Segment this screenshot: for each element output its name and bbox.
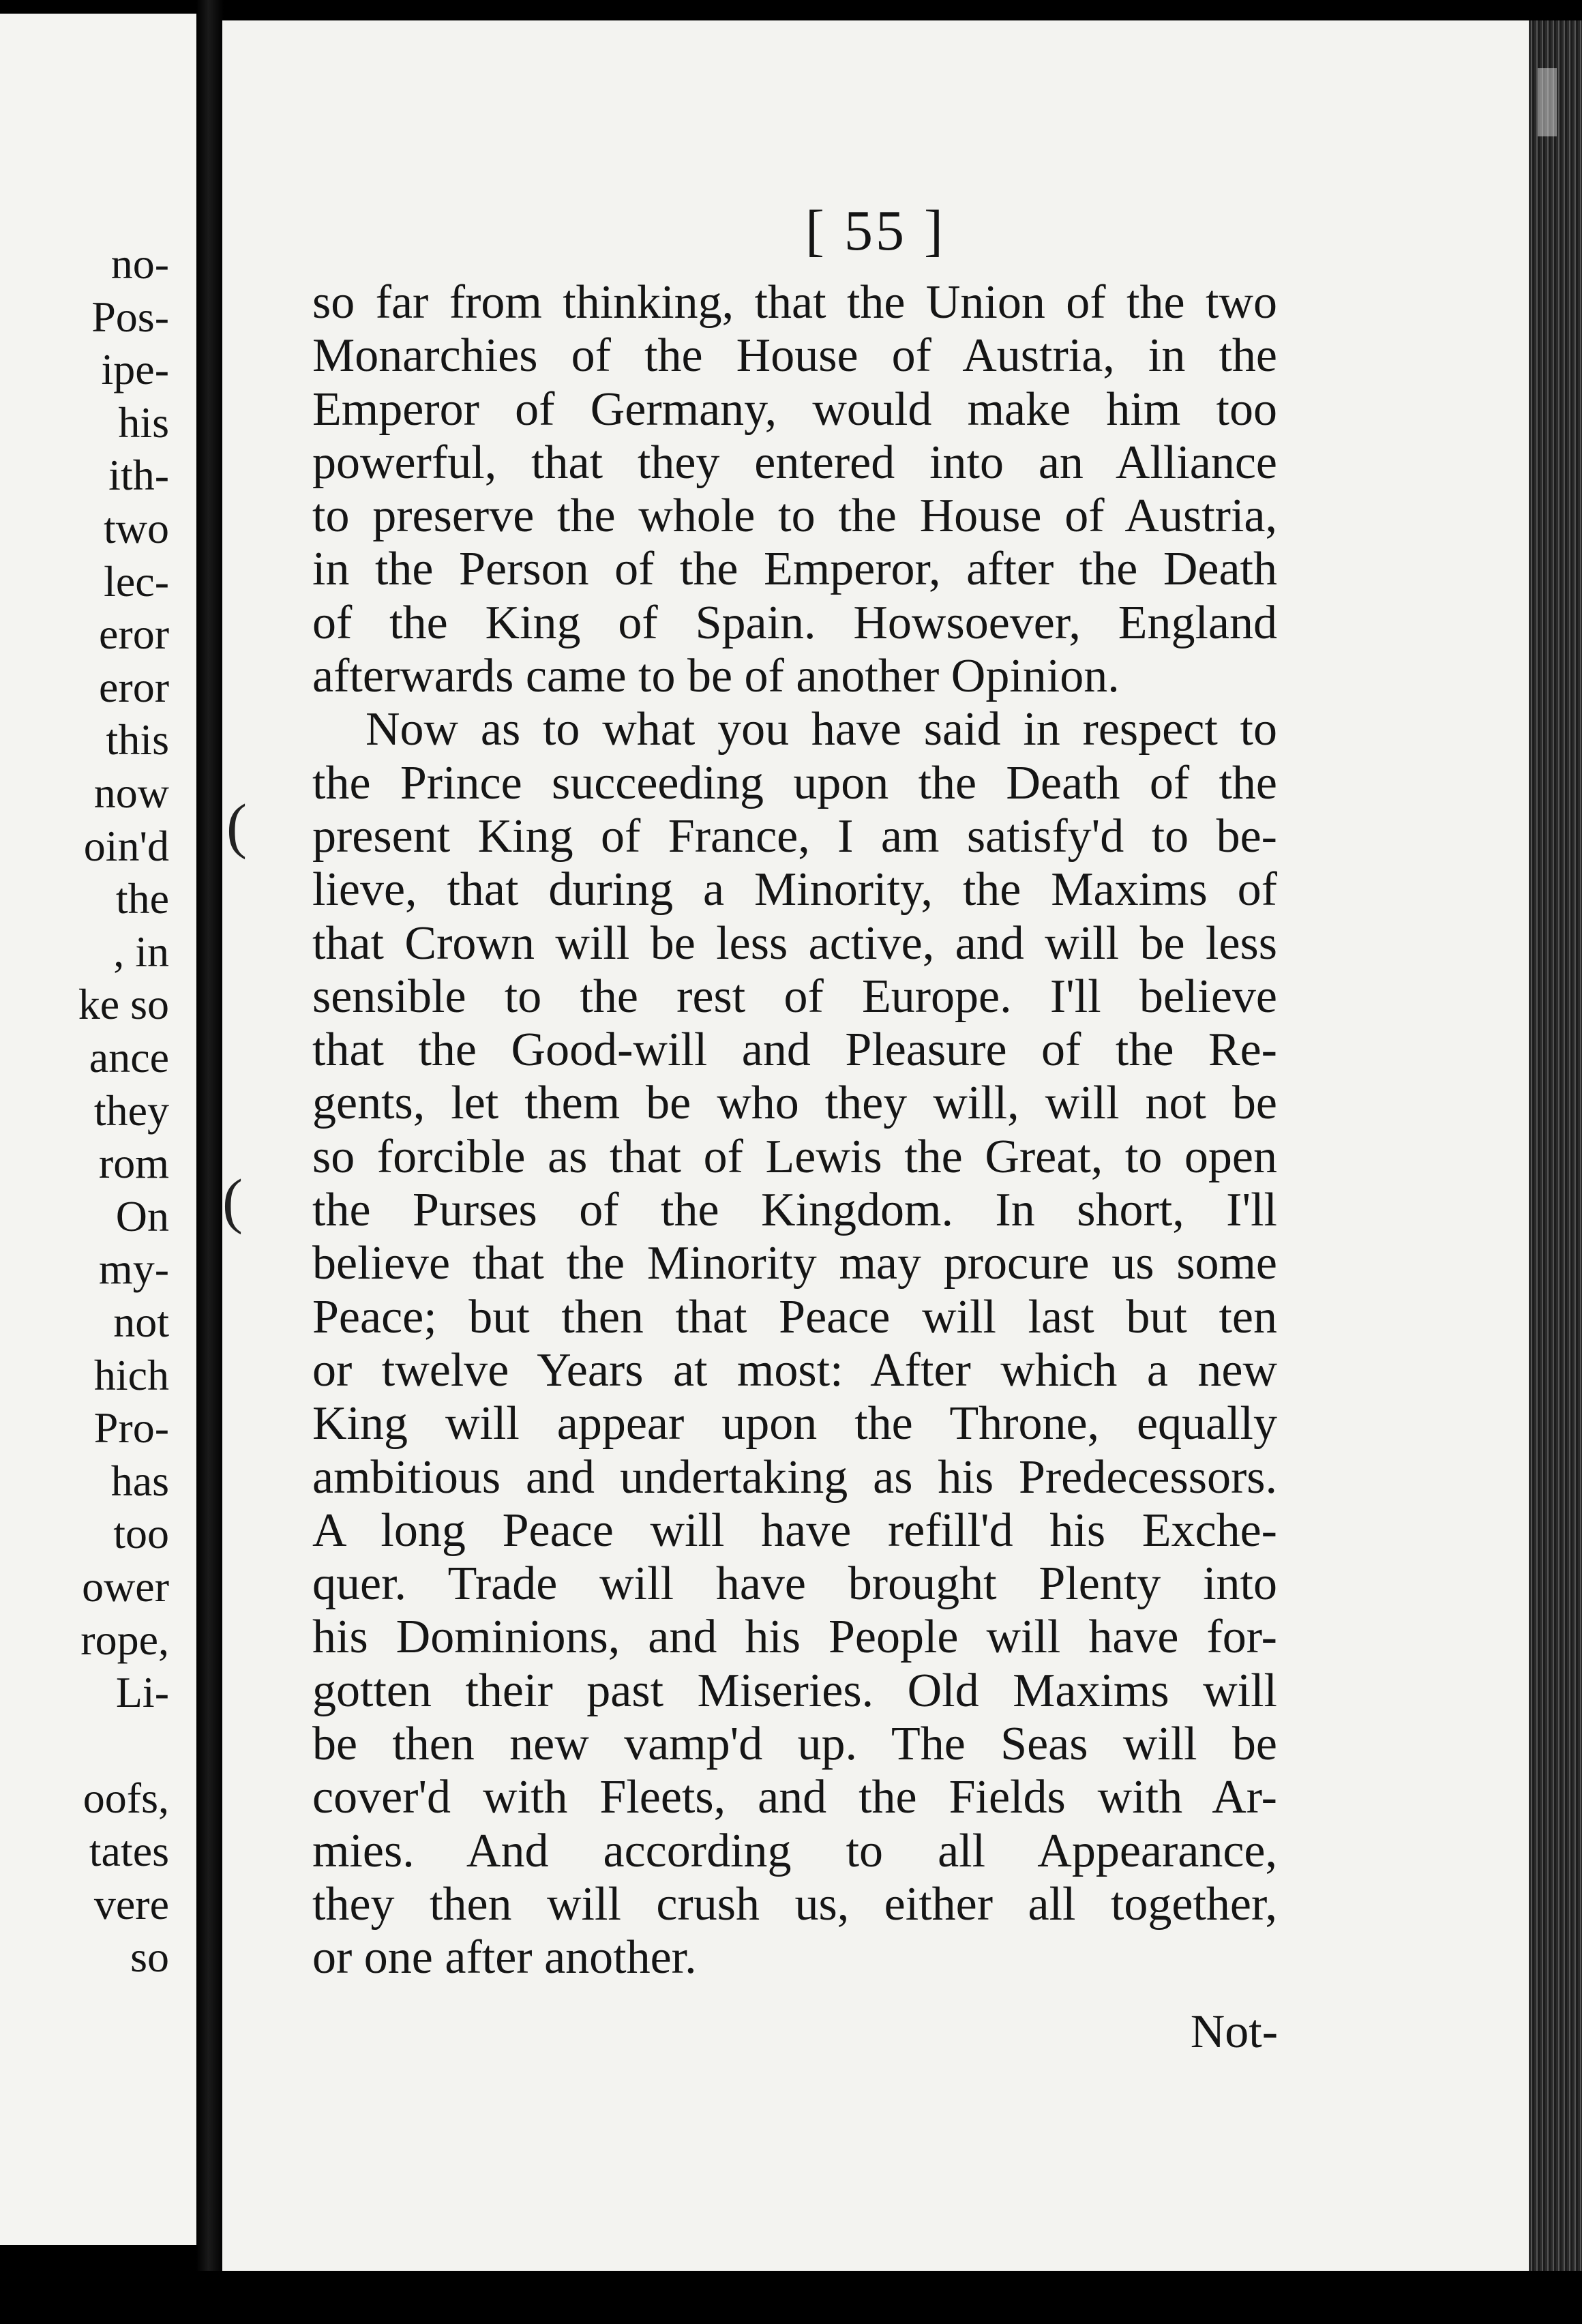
text-line: Peace; but then that Peace will last but ten: [312, 1290, 1277, 1343]
page-edge-highlight: [1538, 68, 1557, 136]
left-page-line-fragment: Pro-: [93, 1403, 169, 1452]
text-line: or one after another.: [312, 1931, 697, 1984]
text-line: ambitious and undertaking as his Predecessors.: [312, 1450, 1277, 1504]
text-line: be then new vamp'd up. The Seas will be: [312, 1718, 1277, 1771]
text-line: afterwards came to be of another Opinion.: [312, 650, 1120, 703]
left-page-line-fragment: , in: [113, 927, 169, 976]
text-line: gents, let them be who they will, will not be: [312, 1077, 1277, 1130]
left-page-line-fragment: rom: [98, 1139, 169, 1188]
left-page-line-fragment: they: [93, 1086, 169, 1135]
text-line: lieve, that during a Minority, the Maxims of: [312, 863, 1277, 917]
left-page-line-fragment: two: [104, 504, 169, 552]
text-line: that the Good-will and Pleasure of the Re-: [312, 1024, 1277, 1077]
text-line: so forcible as that of Lewis the Great, to open: [312, 1130, 1277, 1183]
text-line: the Purses of the Kingdom. In short, I'll: [312, 1184, 1277, 1237]
left-page-line-fragment: has: [110, 1456, 169, 1505]
left-page-line-fragment: too: [113, 1509, 169, 1558]
left-facing-page: [0, 14, 200, 2245]
text-line: of the King of Spain. Howsoever, England: [312, 596, 1277, 649]
right-page: [222, 20, 1529, 2271]
left-page-line-fragment: eror: [98, 662, 169, 711]
text-line: King will appear upon the Throne, equally: [312, 1397, 1277, 1450]
text-line: cover'd with Fleets, and the Fields with Ar-: [312, 1771, 1277, 1824]
text-line: A long Peace will have refill'd his Exche-: [312, 1504, 1277, 1557]
text-line: Monarchies of the House of Austria, in the: [312, 329, 1277, 383]
left-page-line-fragment: vere: [93, 1879, 169, 1928]
left-page-line-fragment: my-: [98, 1245, 169, 1294]
text-line: in the Person of the Emperor, after the Death: [312, 543, 1277, 596]
left-page-line-fragment: lec-: [104, 556, 169, 606]
left-page-line-fragment: tates: [89, 1827, 169, 1875]
left-page-line-fragment: the: [115, 874, 169, 923]
left-page-line-fragment: his: [118, 398, 169, 447]
text-line: the Prince succeeding upon the Death of the: [312, 756, 1277, 809]
text-line: or twelve Years at most: After which a new: [312, 1343, 1277, 1397]
text-line: believe that the Minority may procure us some: [312, 1237, 1277, 1290]
left-page-line-fragment: ance: [89, 1033, 169, 1082]
text-line: that Crown will be less active, and will be less: [312, 917, 1277, 970]
margin-bracket-mark: (: [222, 1167, 243, 1235]
catchword: Not-: [1190, 2006, 1278, 2058]
text-line: mies. And according to all Appearance,: [312, 1824, 1277, 1877]
gutter-shadow: [196, 0, 224, 2324]
left-page-line-fragment: not: [113, 1298, 169, 1346]
left-page-line-fragment: rope,: [80, 1615, 169, 1664]
text-line: quer. Trade will have brought Plenty into: [312, 1558, 1277, 1611]
left-page-line-fragment: eror: [98, 610, 169, 659]
left-page-line-fragment: ower: [82, 1562, 169, 1611]
text-line: sensible to the rest of Europe. I'll believe: [312, 970, 1277, 1023]
left-page-line-fragment: oofs,: [83, 1774, 169, 1823]
left-page-line-fragment: so: [130, 1933, 169, 1982]
text-line: gotten their past Miseries. Old Maxims will: [312, 1664, 1277, 1717]
text-line: to preserve the whole to the House of Austria,: [312, 490, 1277, 543]
page-number: [ 55 ]: [805, 199, 946, 263]
text-line: Now as to what you have said in respect to: [365, 703, 1277, 756]
text-line: his Dominions, and his People will have for-: [312, 1611, 1277, 1664]
left-page-line-fragment: no-: [110, 239, 169, 288]
text-line: present King of France, I am satisfy'd to be-: [312, 809, 1277, 863]
left-page-line-fragment: hich: [93, 1350, 169, 1399]
left-page-line-fragment: ith-: [108, 451, 169, 500]
left-page-line-fragment: Li-: [115, 1668, 169, 1717]
left-page-line-fragment: ke so: [78, 980, 169, 1029]
scan-bottom-border: [0, 2271, 1582, 2324]
text-line: powerful, that they entered into an Alliance: [312, 436, 1277, 489]
text-line: Emperor of Germany, would make him too: [312, 383, 1277, 436]
book-fore-edge: [1529, 20, 1582, 2324]
text-line: so far from thinking, that the Union of the two: [312, 276, 1277, 329]
left-page-line-fragment: oin'd: [83, 821, 169, 870]
body-text: [312, 276, 1277, 1985]
left-page-line-fragment: now: [93, 769, 169, 817]
left-page-line-fragment: ipe-: [101, 345, 169, 394]
left-page-line-fragment: On: [115, 1191, 169, 1240]
text-line: they then will crush us, either all together,: [312, 1877, 1277, 1931]
margin-bracket-mark: (: [226, 792, 247, 860]
left-page-line-fragment: this: [106, 715, 169, 764]
left-page-line-fragment: Pos-: [91, 292, 169, 341]
